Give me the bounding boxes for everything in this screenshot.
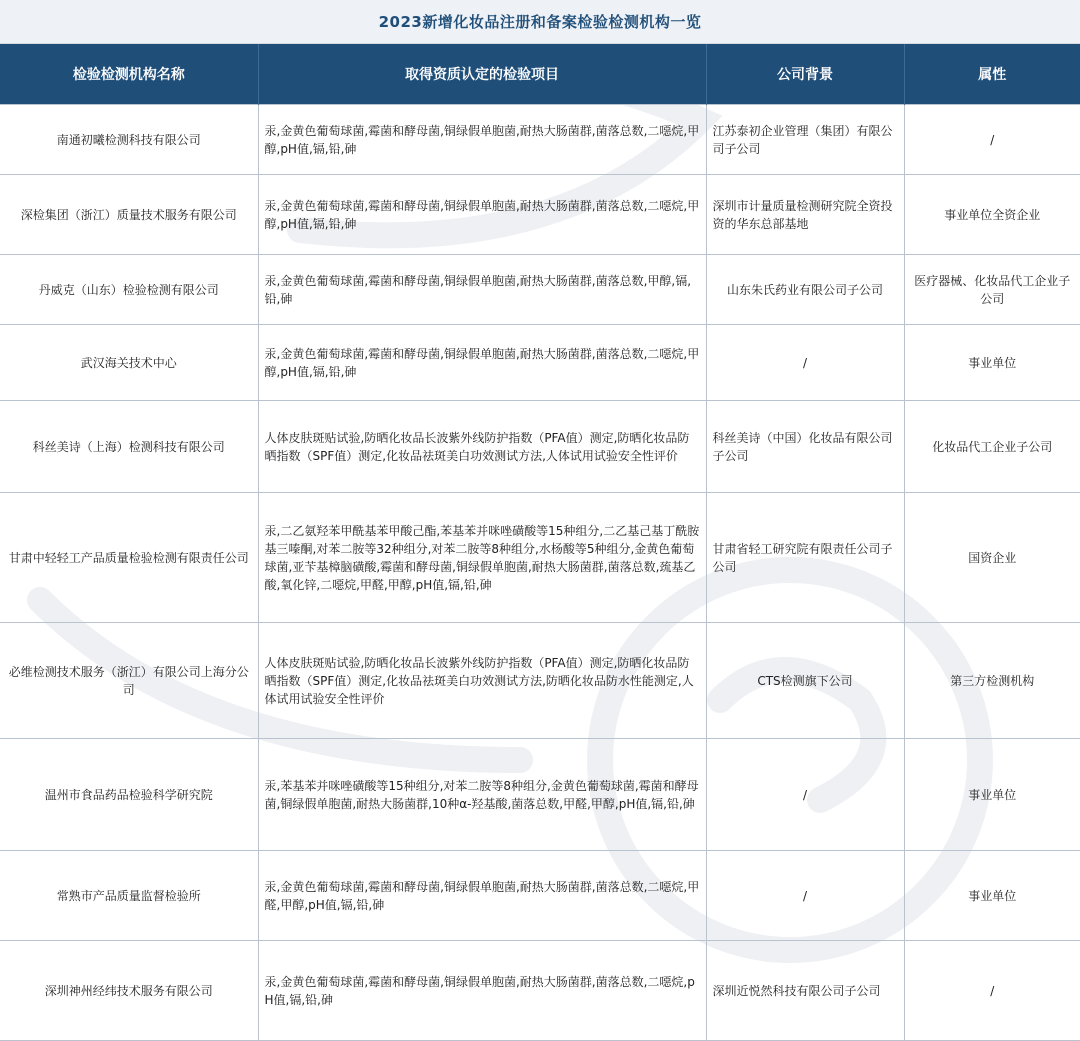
cell-items: 汞,二乙氨羟苯甲酰基苯甲酸己酯,苯基苯并咪唑磺酸等15种组分,二乙基己基丁酰胺基三嗪酮,对苯二胺等32种组分,对苯二胺等8种组分,水杨酸等5种组分,金黄色葡萄球菌,亚苄基樟脑磺酸,霉菌和酵母菌,铜绿假单胞菌,耐热大肠菌群,菌落总数,巯基乙酸,氧化锌,二噁烷,甲醛,甲醇,pH值,镉,铅,砷: [258, 493, 706, 623]
cell-background: CTS检测旗下公司: [706, 623, 904, 739]
column-header-background: 公司背景: [706, 44, 904, 105]
cell-background: 山东朱氏药业有限公司子公司: [706, 255, 904, 325]
cell-items: 汞,金黄色葡萄球菌,霉菌和酵母菌,铜绿假单胞菌,耐热大肠菌群,菌落总数,二噁烷,甲醇,pH值,镉,铅,砷: [258, 175, 706, 255]
cell-items: 人体皮肤斑贴试验,防晒化妆品长波紫外线防护指数（PFA值）测定,防晒化妆品防晒指数（SPF值）测定,化妆品祛斑美白功效测试方法,防晒化妆品防水性能测定,人体试用试验安全性评价: [258, 623, 706, 739]
column-header-attribute: 属性: [904, 44, 1080, 105]
cell-attribute: 第三方检测机构: [904, 623, 1080, 739]
cell-name: 丹威克（山东）检验检测有限公司: [0, 255, 258, 325]
table-row: [0, 493, 1080, 623]
cell-attribute: 化妆品代工企业子公司: [904, 401, 1080, 493]
cell-name: 南通初曦检测科技有限公司: [0, 105, 258, 175]
column-header-items: 取得资质认定的检验项目: [258, 44, 706, 105]
table-header-row: [0, 44, 1080, 105]
cell-items: 汞,金黄色葡萄球菌,霉菌和酵母菌,铜绿假单胞菌,耐热大肠菌群,菌落总数,二噁烷,甲醇,pH值,镉,铅,砷: [258, 325, 706, 401]
cell-items: 汞,金黄色葡萄球菌,霉菌和酵母菌,铜绿假单胞菌,耐热大肠菌群,菌落总数,二噁烷,甲醛,甲醇,pH值,镉,铅,砷: [258, 851, 706, 941]
table-row: [0, 175, 1080, 255]
cell-items: 汞,苯基苯并咪唑磺酸等15种组分,对苯二胺等8种组分,金黄色葡萄球菌,霉菌和酵母菌,铜绿假单胞菌,耐热大肠菌群,10种α-羟基酸,菌落总数,甲醛,甲醇,pH值,镉,铅,砷: [258, 739, 706, 851]
institutions-table: [0, 44, 1080, 1041]
cell-background: 科丝美诗（中国）化妆品有限公司子公司: [706, 401, 904, 493]
table-row: [0, 941, 1080, 1041]
cell-items: 汞,金黄色葡萄球菌,霉菌和酵母菌,铜绿假单胞菌,耐热大肠菌群,菌落总数,二噁烷,甲醇,pH值,镉,铅,砷: [258, 105, 706, 175]
cell-items: 汞,金黄色葡萄球菌,霉菌和酵母菌,铜绿假单胞菌,耐热大肠菌群,菌落总数,二噁烷,pH值,镉,铅,砷: [258, 941, 706, 1041]
cell-background: 甘肃省轻工研究院有限责任公司子公司: [706, 493, 904, 623]
cell-attribute: 医疗器械、化妆品代工企业子公司: [904, 255, 1080, 325]
table-row: [0, 851, 1080, 941]
table-row: [0, 255, 1080, 325]
cell-background: /: [706, 739, 904, 851]
cell-attribute: 事业单位全资企业: [904, 175, 1080, 255]
cell-name: 科丝美诗（上海）检测科技有限公司: [0, 401, 258, 493]
cell-attribute: 事业单位: [904, 325, 1080, 401]
cell-name: 深检集团（浙江）质量技术服务有限公司: [0, 175, 258, 255]
cell-attribute: 事业单位: [904, 851, 1080, 941]
cell-background: /: [706, 851, 904, 941]
cell-name: 深圳神州经纬技术服务有限公司: [0, 941, 258, 1041]
cell-background: 深圳近悦然科技有限公司子公司: [706, 941, 904, 1041]
table-row: [0, 739, 1080, 851]
cell-background: 江苏泰初企业管理（集团）有限公司子公司: [706, 105, 904, 175]
cell-name: 武汉海关技术中心: [0, 325, 258, 401]
table-title: 2023新增化妆品注册和备案检验检测机构一览: [378, 13, 702, 31]
table-title-bar: [0, 0, 1080, 44]
cell-name: 常熟市产品质量监督检验所: [0, 851, 258, 941]
cell-items: 人体皮肤斑贴试验,防晒化妆品长波紫外线防护指数（PFA值）测定,防晒化妆品防晒指数（SPF值）测定,化妆品祛斑美白功效测试方法,人体试用试验安全性评价: [258, 401, 706, 493]
cell-name: 必维检测技术服务（浙江）有限公司上海分公司: [0, 623, 258, 739]
cell-background: /: [706, 325, 904, 401]
cell-attribute: /: [904, 941, 1080, 1041]
cell-attribute: 国资企业: [904, 493, 1080, 623]
cell-items: 汞,金黄色葡萄球菌,霉菌和酵母菌,铜绿假单胞菌,耐热大肠菌群,菌落总数,甲醇,镉,铅,砷: [258, 255, 706, 325]
cell-background: 深圳市计量质量检测研究院全资投资的华东总部基地: [706, 175, 904, 255]
column-header-name: 检验检测机构名称: [0, 44, 258, 105]
cell-name: 温州市食品药品检验科学研究院: [0, 739, 258, 851]
cell-attribute: /: [904, 105, 1080, 175]
cell-name: 甘肃中轻轻工产品质量检验检测有限责任公司: [0, 493, 258, 623]
table-row: [0, 623, 1080, 739]
table-row: [0, 401, 1080, 493]
table-row: [0, 325, 1080, 401]
cell-attribute: 事业单位: [904, 739, 1080, 851]
table-row: [0, 105, 1080, 175]
